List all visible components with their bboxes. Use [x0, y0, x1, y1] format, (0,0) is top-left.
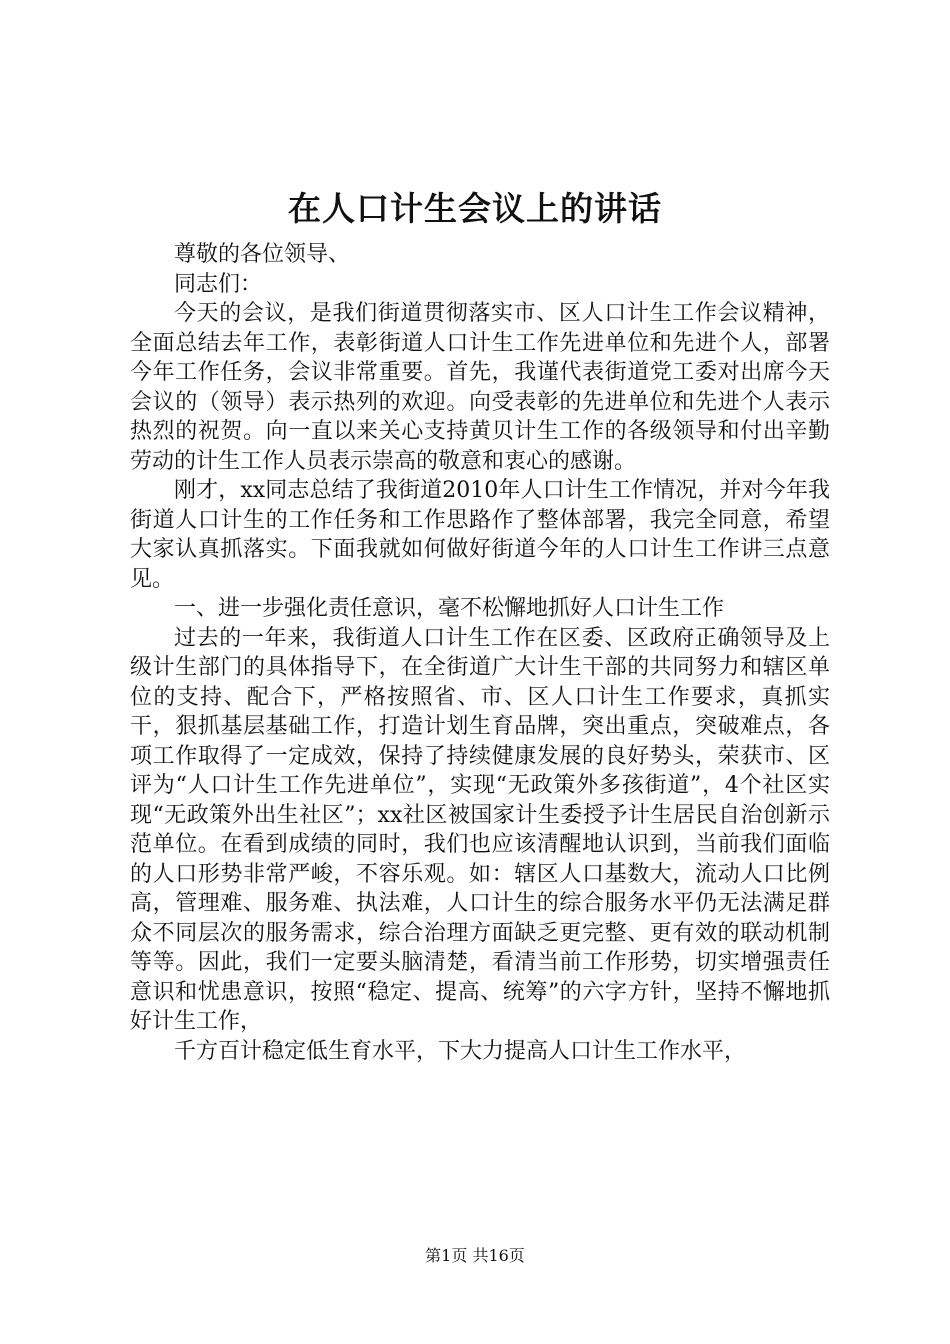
document-body [130, 240, 830, 1066]
paragraph-summary: 刚才，xx同志总结了我街道2010年人口计生工作情况，并对今年我街道人口计生的工作任务和工作思路作了整体部署，我完全同意，希望大家认真抓落实。下面我就如何做好街道今年的人口计生工作讲三点意见。 [130, 478, 830, 592]
paragraph-opening: 今天的会议，是我们街道贯彻落实市、区人口计生工作会议精神，全面总结去年工作，表彰街道人口计生工作先进单位和先进个人，部署今年工作任务，会议非常重要。首先，我谨代表街道党工委对出席今天会议的（领导）表示热列的欢迎。向受表彰的先进单位和先进个人表示热烈的祝贺。向一直以来关心支持黄贝计生工作的各级领导和付出辛勤劳动的计生工作人员表示崇高的敬意和衷心的感谢。 [130, 301, 830, 474]
section-heading-1: 一、进一步强化责任意识，毫不松懈地抓好人口计生工作 [174, 596, 725, 621]
paragraph-continuation: 千方百计稳定低生育水平，下大力提高人口计生工作水平， [174, 1038, 747, 1064]
paragraph-review: 过去的一年来，我街道人口计生工作在区委、区政府正确领导及上级计生部门的具体指导下，在全街道广大计生干部的共同努力和辖区单位的支持、配合下，严格按照省、市、区人口计生工作要求，真抓实干，狠抓基层基础工作，打造计划生育品牌，突出重点，突破难点，各项工作取得了一定成效，保持了持续健康发展的良好势头，荣获市、区评为“人口计生工作先进单位”，实现“无政策外多孩街道”，4个社区实现“无政策外出生社区”；xx社区被国家计生委授予计生居民自治创新示范单位。在看到成绩的同时，我们也应该清醒地认识到，当前我们面临的人口形势非常严峻，不容乐观。如：辖区人口基数大，流动人口比例高，管理难、服务难、执法难，人口计生的综合服务水平仍无法满足群众不同层次的服务需求，综合治理方面缺乏更完整、更有效的联动机制等等。因此，我们一定要头脑清楚，看清当前工作形势，切实增强责任意识和忧患意识，按照“稳定、提高、统筹”的六字方针，坚持不懈地抓好计生工作， [130, 625, 830, 1034]
document-title: 在人口计生会议上的讲话 [288, 189, 662, 228]
salutation-line-2: 同志们： [174, 271, 263, 297]
page-number-footer: 第1页 共16页 [425, 1246, 525, 1265]
salutation-line-1: 尊敬的各位领导、 [174, 242, 351, 267]
